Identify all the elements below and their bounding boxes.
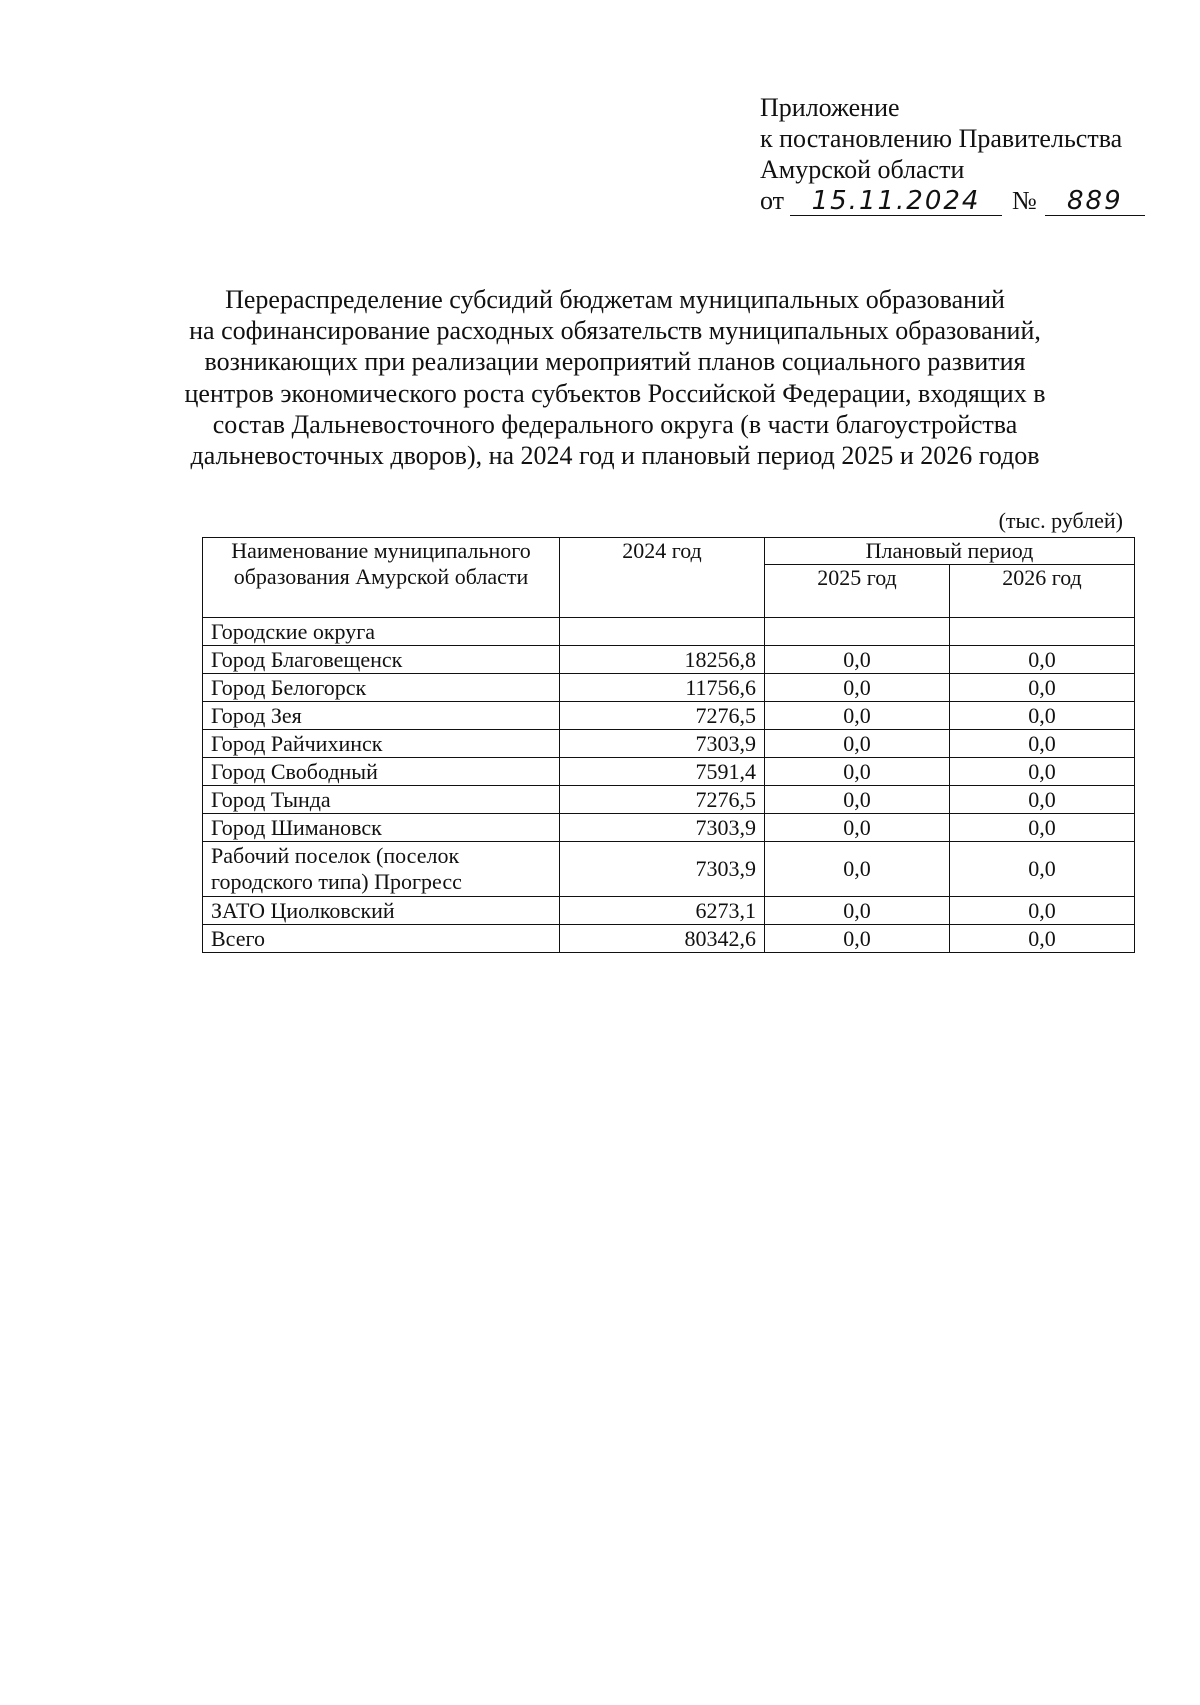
title-line: состав Дальневосточного федерального округа (в части благоустройства	[212, 409, 1018, 439]
section-row	[203, 618, 1135, 646]
units-label: (тыс. рублей)	[998, 508, 1123, 533]
title-line: на софинансирование расходных обязательств муниципальных образований,	[189, 316, 1041, 346]
title-line: возникающих при реализации мероприятий планов социального развития	[204, 347, 1026, 377]
section-label: Городские округа	[203, 618, 560, 646]
municipality-name: ЗАТО Циолковский	[203, 897, 560, 925]
header-2026: 2026 год	[950, 565, 1135, 618]
total-2026: 0,0	[950, 925, 1135, 953]
table-row	[203, 730, 1135, 758]
value-2026: 0,0	[950, 674, 1135, 702]
appendix-resolution-line: к постановлению Правительства	[760, 124, 1123, 153]
empty-cell	[950, 618, 1135, 646]
handwritten-date: 15.11.2024	[790, 187, 1002, 216]
number-prefix: №	[1012, 186, 1037, 215]
subsidy-table	[202, 537, 1135, 953]
municipality-name: Город Шимановск	[203, 814, 560, 842]
table-row	[203, 786, 1135, 814]
municipality-name: Город Белогорск	[203, 674, 560, 702]
header-name: Наименование муниципального образования Амурской области	[203, 538, 560, 618]
value-2025: 0,0	[765, 814, 950, 842]
municipality-name: Рабочий поселок (поселок городского типа) Прогресс	[203, 842, 560, 897]
appendix-label: Приложение	[760, 93, 900, 122]
table-row	[203, 897, 1135, 925]
table-row	[203, 758, 1135, 786]
handwritten-number: 889	[1045, 187, 1145, 216]
value-2026: 0,0	[950, 646, 1135, 674]
value-2025: 0,0	[765, 730, 950, 758]
value-2024: 6273,1	[560, 897, 765, 925]
appendix-date-number-line	[760, 185, 1145, 216]
value-2026: 0,0	[950, 730, 1135, 758]
document-title	[150, 284, 1080, 471]
value-2024: 7276,5	[560, 702, 765, 730]
appendix-region-line: Амурской области	[760, 155, 965, 184]
value-2025: 0,0	[765, 674, 950, 702]
value-2025: 0,0	[765, 786, 950, 814]
total-2024: 80342,6	[560, 925, 765, 953]
value-2026: 0,0	[950, 758, 1135, 786]
value-2026: 0,0	[950, 814, 1135, 842]
value-2025: 0,0	[765, 842, 950, 897]
value-2024: 11756,6	[560, 674, 765, 702]
empty-cell	[560, 618, 765, 646]
value-2024: 7276,5	[560, 786, 765, 814]
value-2025: 0,0	[765, 646, 950, 674]
value-2024: 7591,4	[560, 758, 765, 786]
value-2026: 0,0	[950, 842, 1135, 897]
total-label: Всего	[203, 925, 560, 953]
value-2024: 7303,9	[560, 730, 765, 758]
total-2025: 0,0	[765, 925, 950, 953]
title-line: Перераспределение субсидий бюджетам муниципальных образований	[225, 285, 1005, 314]
municipality-name: Город Благовещенск	[203, 646, 560, 674]
header-2024: 2024 год	[560, 538, 765, 618]
value-2026: 0,0	[950, 702, 1135, 730]
header-2025: 2025 год	[765, 565, 950, 618]
header-plan-period: Плановый период	[765, 538, 1135, 565]
value-2025: 0,0	[765, 897, 950, 925]
value-2024: 7303,9	[560, 814, 765, 842]
municipality-name: Город Райчихинск	[203, 730, 560, 758]
title-line: дальневосточных дворов), на 2024 год и плановый период 2025 и 2026 годов	[190, 441, 1040, 471]
table-row	[203, 646, 1135, 674]
table-row	[203, 842, 1135, 897]
date-prefix: от	[760, 186, 785, 215]
municipality-name: Город Тында	[203, 786, 560, 814]
value-2024: 18256,8	[560, 646, 765, 674]
value-2024: 7303,9	[560, 842, 765, 897]
table-row	[203, 814, 1135, 842]
appendix-block	[760, 92, 1145, 216]
value-2025: 0,0	[765, 702, 950, 730]
value-2025: 0,0	[765, 758, 950, 786]
value-2026: 0,0	[950, 897, 1135, 925]
municipality-name: Город Зея	[203, 702, 560, 730]
title-line: центров экономического роста субъектов Российской Федерации, входящих в	[184, 378, 1046, 408]
total-row	[203, 925, 1135, 953]
table-row	[203, 702, 1135, 730]
empty-cell	[765, 618, 950, 646]
table-row	[203, 674, 1135, 702]
value-2026: 0,0	[950, 786, 1135, 814]
municipality-name: Город Свободный	[203, 758, 560, 786]
